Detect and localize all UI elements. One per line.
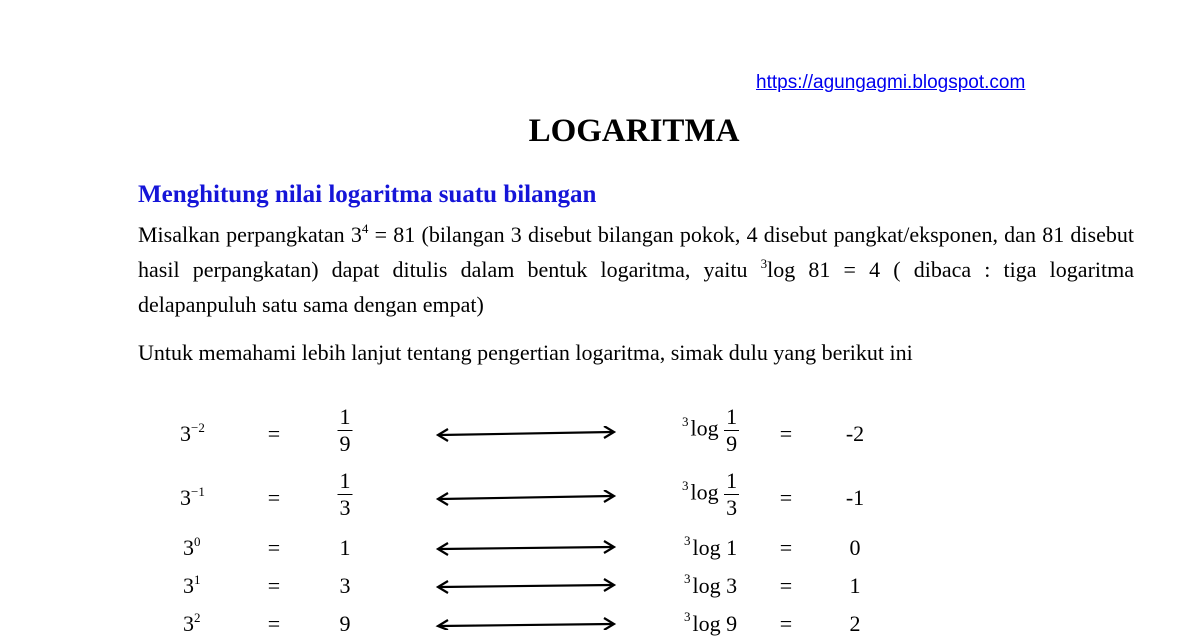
equals-sign: =	[267, 421, 281, 446]
intro-paragraph	[138, 217, 1134, 322]
equals-sign: =	[779, 535, 793, 560]
equals-sign: =	[267, 535, 281, 560]
power-value-fraction: $\frac{1}{9}$	[339, 404, 351, 456]
log-expression: $^3$log 9	[684, 609, 738, 636]
equals-sign: =	[779, 611, 793, 636]
equals-sign: =	[267, 611, 281, 636]
double-arrow-icon	[434, 540, 618, 558]
power-value: 9	[339, 611, 351, 636]
power-value-fraction: $\frac{1}{3}$	[339, 468, 351, 520]
double-arrow-icon	[434, 612, 618, 630]
double-arrow-icon	[434, 578, 618, 596]
intro-text-2: (bilangan 3 disebut bilangan pokok, 4 disebut pangkat/eksponen, dan 81 disebut hasil perpangkatan) dapat ditulis dalam bentuk logaritma, yaitu	[138, 222, 1134, 282]
intro-log-expression: log 81 = 4	[767, 257, 881, 282]
equals-sign: =	[779, 421, 793, 446]
log-expression: $^3$log $\frac{1}{3}$	[682, 468, 738, 520]
log-expression: $^3$log 1	[684, 533, 738, 560]
equals-sign: =	[779, 485, 793, 510]
followup-paragraph: Untuk memahami lebih lanjut tentang pengertian logaritma, simak dulu yang berikut ini	[138, 340, 913, 365]
log-result: -1	[845, 485, 865, 510]
section-heading: Menghitung nilai logaritma suatu bilangan	[138, 181, 597, 208]
power-expression: $3^1$	[183, 572, 201, 598]
page-title: LOGARITMA	[528, 113, 740, 149]
log-result: 2	[849, 611, 861, 636]
power-expression: $3^2$	[183, 610, 201, 636]
power-value: 3	[339, 573, 351, 598]
equals-sign: =	[267, 485, 281, 510]
log-result: 1	[849, 573, 861, 598]
intro-power-exponent: 4	[361, 221, 369, 236]
log-expression: $^3$log 3	[684, 571, 738, 598]
power-value: 1	[339, 535, 351, 560]
power-expression: $3^{-2}$	[180, 420, 205, 446]
double-arrow-icon	[434, 426, 618, 444]
intro-power-result: = 81	[368, 222, 416, 247]
log-result: -2	[845, 421, 865, 446]
double-arrow-icon	[434, 490, 618, 508]
equals-sign: =	[779, 573, 793, 598]
intro-text-3: ( dibaca : tiga logaritma delapanpuluh satu sama dengan empat)	[138, 257, 1134, 317]
intro-log-base: 3	[760, 256, 768, 271]
blog-url-link[interactable]: https://agungagmi.blogspot.com	[756, 72, 1026, 93]
log-result: 0	[849, 535, 861, 560]
equals-sign: =	[267, 573, 281, 598]
intro-power-base: 3	[350, 222, 362, 247]
intro-text-1: Misalkan perpangkatan	[138, 222, 351, 247]
power-expression: $3^0$	[183, 534, 201, 560]
log-expression: $^3$log $\frac{1}{9}$	[682, 404, 738, 456]
power-expression: $3^{-1}$	[180, 484, 205, 510]
